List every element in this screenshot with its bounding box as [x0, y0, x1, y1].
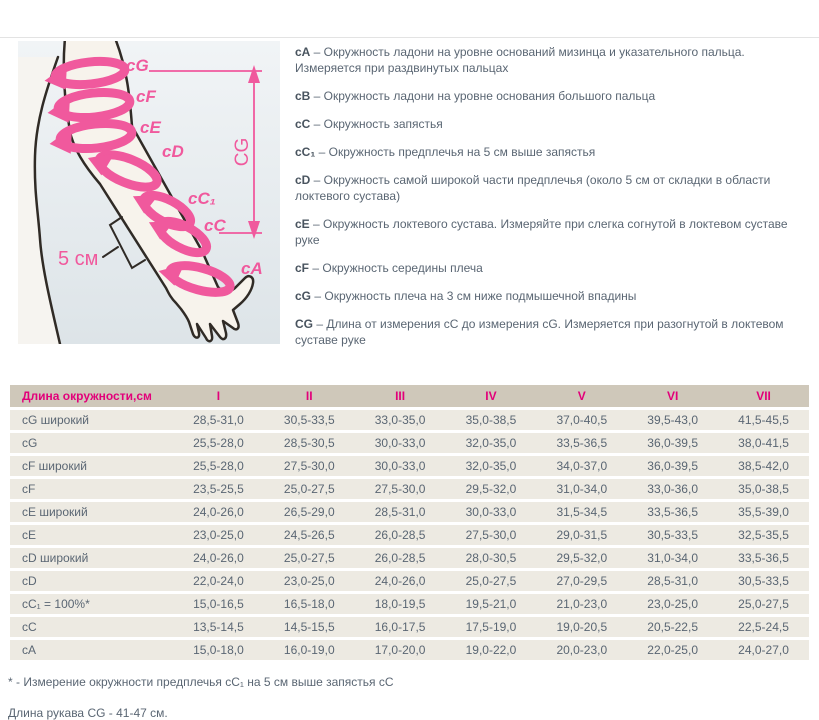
- size-range-cell: 38,0-41,5: [718, 433, 809, 453]
- measurement-description: [295, 260, 810, 276]
- size-range-cell: 28,5-31,0: [355, 502, 446, 522]
- size-range-cell: 22,5-24,5: [718, 617, 809, 637]
- size-range-cell: 24,5-26,5: [264, 525, 355, 545]
- size-range-cell: 25,0-27,5: [264, 548, 355, 568]
- size-column-header: VII: [718, 385, 809, 407]
- table-header-label: Длина окружности,см: [10, 385, 173, 407]
- band-label-cD: cD: [162, 142, 184, 161]
- size-range-cell: 35,0-38,5: [718, 479, 809, 499]
- size-range-cell: 41,5-45,5: [718, 410, 809, 430]
- measurement-text: – Окружность плеча на 3 см ниже подмышечной впадины: [311, 289, 637, 303]
- size-column-header: V: [536, 385, 627, 407]
- table-row: [10, 617, 809, 637]
- row-label: cD: [10, 571, 173, 591]
- table-row: [10, 410, 809, 430]
- size-range-cell: 26,5-29,0: [264, 502, 355, 522]
- cg-length-label: CG: [232, 137, 253, 167]
- measurement-text: – Окружность запястья: [310, 117, 443, 131]
- measurement-code: cB: [295, 89, 311, 103]
- table-row: [10, 433, 809, 453]
- size-range-cell: 24,0-27,0: [718, 640, 809, 660]
- size-range-cell: 25,0-27,5: [446, 571, 537, 591]
- measurement-code: cA: [295, 45, 311, 59]
- row-label: cF: [10, 479, 173, 499]
- size-range-cell: 32,0-35,0: [446, 456, 537, 476]
- size-range-cell: 30,0-33,0: [446, 502, 537, 522]
- measurement-text: – Окружность ладони на уровне основания большого пальца: [310, 89, 656, 103]
- size-range-cell: 23,0-25,0: [173, 525, 264, 545]
- band-label-cC1: cC₁: [188, 189, 216, 208]
- size-range-cell: 27,5-30,0: [446, 525, 537, 545]
- band-label-cC: cC: [204, 216, 226, 235]
- size-range-cell: 24,0-26,0: [173, 548, 264, 568]
- size-range-cell: 16,0-19,0: [264, 640, 355, 660]
- measurement-description: [295, 116, 810, 132]
- size-range-cell: 31,0-34,0: [536, 479, 627, 499]
- size-range-cell: 16,0-17,5: [355, 617, 446, 637]
- size-range-cell: 26,0-28,5: [355, 548, 446, 568]
- size-range-cell: 30,5-33,5: [264, 410, 355, 430]
- row-label: cE широкий: [10, 502, 173, 522]
- size-range-cell: 28,5-31,0: [173, 410, 264, 430]
- size-range-cell: 33,5-36,5: [718, 548, 809, 568]
- size-range-cell: 15,0-16,5: [173, 594, 264, 614]
- table-row: [10, 479, 809, 499]
- footnote-asterisk: * - Измерение окружности предплечья cC₁ на 5 см выше запястья cC: [8, 675, 394, 689]
- measurement-description: [295, 88, 810, 104]
- size-range-cell: 25,5-28,0: [173, 456, 264, 476]
- top-spacer: [0, 0, 819, 37]
- measurement-descriptions: [295, 44, 810, 360]
- size-range-cell: 14,5-15,5: [264, 617, 355, 637]
- table-row: [10, 456, 809, 476]
- size-range-cell: 28,5-31,0: [627, 571, 718, 591]
- size-range-cell: 30,0-33,0: [355, 456, 446, 476]
- size-range-cell: 24,0-26,0: [355, 571, 446, 591]
- size-column-header: IV: [446, 385, 537, 407]
- size-range-cell: 29,5-32,0: [536, 548, 627, 568]
- band-label-cF: cF: [136, 87, 156, 106]
- size-range-cell: 33,5-36,5: [536, 433, 627, 453]
- measurement-text: – Окружность предплечья на 5 см выше запястья: [315, 145, 596, 159]
- table-row: [10, 502, 809, 522]
- size-range-cell: 30,5-33,5: [627, 525, 718, 545]
- size-range-cell: 26,0-28,5: [355, 525, 446, 545]
- size-range-cell: 23,0-25,0: [627, 594, 718, 614]
- size-column-header: I: [173, 385, 264, 407]
- table-row: [10, 571, 809, 591]
- measurement-text: – Длина от измерения cC до измерения cG. Измеряется при разогнутой в локтевом суставе руке: [295, 317, 784, 347]
- table-row: [10, 594, 809, 614]
- row-label: cC: [10, 617, 173, 637]
- size-range-cell: 15,0-18,0: [173, 640, 264, 660]
- size-range-cell: 22,0-25,0: [627, 640, 718, 660]
- size-range-cell: 18,0-19,5: [355, 594, 446, 614]
- size-range-cell: 16,5-18,0: [264, 594, 355, 614]
- row-label: cG широкий: [10, 410, 173, 430]
- size-range-cell: 31,0-34,0: [627, 548, 718, 568]
- size-range-cell: 32,5-35,5: [718, 525, 809, 545]
- measurement-text: – Окружность ладони на уровне оснований мизинца и указательного пальца. Измеряется при раздвинутых пальцах: [295, 45, 745, 75]
- measurement-code: cC₁: [295, 145, 316, 159]
- size-range-cell: 33,5-36,5: [627, 502, 718, 522]
- size-range-cell: 39,5-43,0: [627, 410, 718, 430]
- size-range-cell: 38,5-42,0: [718, 456, 809, 476]
- measurement-code: cE: [295, 217, 310, 231]
- measurement-text: – Окружность середины плеча: [309, 261, 483, 275]
- size-range-cell: 23,5-25,5: [173, 479, 264, 499]
- size-range-cell: 36,0-39,5: [627, 456, 718, 476]
- size-range-cell: 17,5-19,0: [446, 617, 537, 637]
- measurement-description: [295, 144, 810, 160]
- measurement-text: – Окружность локтевого сустава. Измеряйте при слегка согнутой в локтевом суставе руке: [295, 217, 788, 247]
- measurement-description: [295, 288, 810, 304]
- size-range-cell: 29,5-32,0: [446, 479, 537, 499]
- size-range-cell: 29,0-31,5: [536, 525, 627, 545]
- size-range-cell: 24,0-26,0: [173, 502, 264, 522]
- measurement-description: [295, 44, 810, 76]
- size-range-cell: 32,0-35,0: [446, 433, 537, 453]
- size-range-cell: 13,5-14,5: [173, 617, 264, 637]
- size-range-cell: 36,0-39,5: [627, 433, 718, 453]
- size-range-cell: 27,5-30,0: [355, 479, 446, 499]
- sleeve-length-note: Длина рукава CG - 41-47 см.: [8, 706, 168, 720]
- size-range-cell: 28,0-30,5: [446, 548, 537, 568]
- size-range-cell: 23,0-25,0: [264, 571, 355, 591]
- measurement-description: [295, 316, 810, 348]
- size-range-cell: 27,0-29,5: [536, 571, 627, 591]
- size-range-cell: 25,0-27,5: [718, 594, 809, 614]
- table-row: [10, 640, 809, 660]
- size-range-cell: 30,5-33,5: [718, 571, 809, 591]
- band-label-cG: cG: [126, 56, 149, 75]
- size-range-cell: 17,0-20,0: [355, 640, 446, 660]
- measurement-code: cD: [295, 173, 311, 187]
- size-table: [10, 382, 809, 663]
- size-range-cell: 22,0-24,0: [173, 571, 264, 591]
- table-row: [10, 548, 809, 568]
- band-label-cE: cE: [140, 118, 161, 137]
- table-row: [10, 525, 809, 545]
- size-range-cell: 25,5-28,0: [173, 433, 264, 453]
- measurement-code: CG: [295, 317, 313, 331]
- size-range-cell: 35,5-39,0: [718, 502, 809, 522]
- row-label: cD широкий: [10, 548, 173, 568]
- measurement-code: cF: [295, 261, 310, 275]
- size-range-cell: 33,0-35,0: [355, 410, 446, 430]
- row-label: cC₁ = 100%*: [10, 594, 173, 614]
- size-range-cell: 28,5-30,5: [264, 433, 355, 453]
- band-label-cA: cA: [241, 259, 263, 278]
- row-label: cA: [10, 640, 173, 660]
- size-range-cell: 34,0-37,0: [536, 456, 627, 476]
- size-column-header: II: [264, 385, 355, 407]
- size-range-cell: 20,5-22,5: [627, 617, 718, 637]
- size-range-cell: 30,0-33,0: [355, 433, 446, 453]
- size-range-cell: 21,0-23,0: [536, 594, 627, 614]
- size-range-cell: 19,0-22,0: [446, 640, 537, 660]
- five-cm-label: 5 см: [58, 248, 99, 270]
- size-column-header: VI: [627, 385, 718, 407]
- size-table-body: [10, 410, 809, 660]
- arm-measurement-illustration: [18, 41, 280, 344]
- measurement-section: [0, 38, 819, 360]
- size-range-cell: 27,5-30,0: [264, 456, 355, 476]
- measurement-description: [295, 216, 810, 248]
- measurement-code: cC: [295, 117, 311, 131]
- size-range-cell: 31,5-34,5: [536, 502, 627, 522]
- size-table-header-row: [10, 385, 809, 407]
- size-range-cell: 19,5-21,0: [446, 594, 537, 614]
- row-label: cF широкий: [10, 456, 173, 476]
- size-range-cell: 20,0-23,0: [536, 640, 627, 660]
- size-range-cell: 25,0-27,5: [264, 479, 355, 499]
- size-range-cell: 35,0-38,5: [446, 410, 537, 430]
- size-range-cell: 37,0-40,5: [536, 410, 627, 430]
- measurement-description: [295, 172, 810, 204]
- size-range-cell: 19,0-20,5: [536, 617, 627, 637]
- row-label: cG: [10, 433, 173, 453]
- size-column-header: III: [355, 385, 446, 407]
- row-label: cE: [10, 525, 173, 545]
- size-range-cell: 33,0-36,0: [627, 479, 718, 499]
- measurement-code: cG: [295, 289, 312, 303]
- footnotes: [0, 675, 819, 720]
- measurement-text: – Окружность самой широкой части предплечья (около 5 см от складки в области локтевого сустава): [295, 173, 771, 203]
